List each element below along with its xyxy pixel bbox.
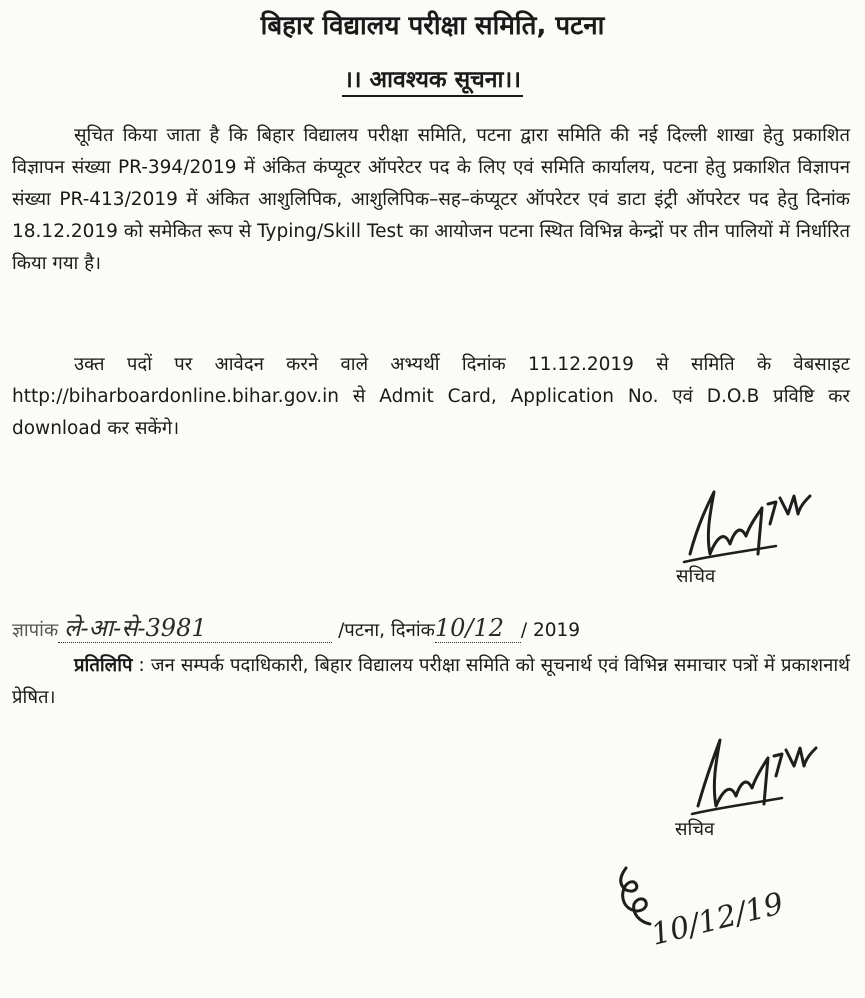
reference-line bbox=[12, 614, 852, 645]
reference-date: 10/12 bbox=[435, 614, 521, 643]
copy-paragraph bbox=[12, 650, 850, 714]
copy-label: प्रतिलिपि bbox=[74, 655, 133, 676]
organization-title: बिहार विद्यालय परीक्षा समिति, पटना bbox=[260, 11, 605, 41]
notice-paragraph-1: सूचित किया जाता है कि बिहार विद्यालय परीक्षा समिति, पटना द्वारा समिति की नई दिल्ली शाखा हेतु प्रकाशित विज्ञापन संख्या PR-394/2019 में अंकित कंप्यूटर ऑपरेटर पद के लिए एवं समिति कार्यालय, पटना हेतु प्रकाशित विज्ञापन संख्या PR-413/2019 में अंकित आशुलिपिक, आशुलिपिक–सह–कंप्यूटर ऑपरेटर एवं डाटा इंट्री ऑपरेटर पद हेतु दिनांक 18.12.2019 को समेकित रूप से Typing/Skill Test का आयोजन पटना स्थित विभिन्न केन्द्रों पर तीन पालियों में निर्धारित किया गया है। bbox=[12, 125, 850, 274]
notice-heading-text: ।। आवश्यक सूचना।। bbox=[342, 67, 523, 97]
notice-paragraph-2: उक्त पदों पर आवेदन करने वाले अभ्यर्थी दिनांक 11.12.2019 से समिति के वेबसाइट http://biharboardonline.bihar.gov.in से Admit Card, Application No. एवं D.O.B प्रविष्टि कर download कर सकेंगे। bbox=[12, 354, 850, 439]
notice-heading bbox=[0, 62, 865, 94]
copy-text: : जन सम्पर्क पदाधिकारी, बिहार विद्यालय परीक्षा समिति को सूचनार्थ एवं विभिन्न समाचार पत्रों में प्रकाशनार्थ प्रेषित। bbox=[12, 655, 850, 708]
secretary-signature-2 bbox=[690, 734, 820, 824]
reference-year: / 2019 bbox=[520, 620, 581, 641]
secretary-label-2: सचिव bbox=[675, 819, 715, 840]
handwritten-date: 10/12/19 bbox=[647, 886, 787, 953]
reference-place: /पटना, दिनांक bbox=[338, 620, 435, 641]
secretary-label-1: सचिव bbox=[676, 566, 716, 587]
reference-number: ले-आ-से-3981 bbox=[58, 614, 332, 643]
secretary-signature-1 bbox=[680, 484, 820, 574]
reference-label: ज्ञापांक bbox=[12, 620, 59, 641]
